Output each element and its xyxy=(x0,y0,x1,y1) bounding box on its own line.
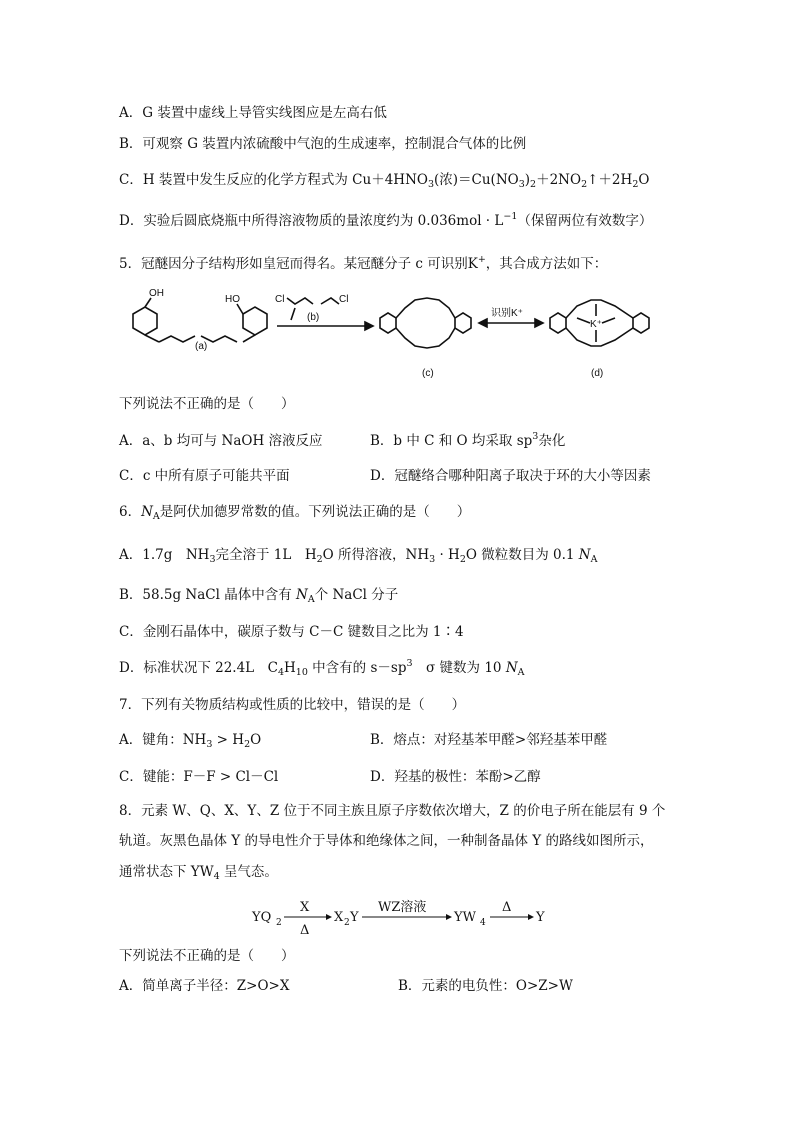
route-x2y-sub: 2 xyxy=(344,918,350,928)
scheme-k-ion: K⁺ xyxy=(590,319,602,330)
scheme-oh: OH xyxy=(149,288,164,299)
q7-option-d: D．羟基的极性：苯酚>乙醇 xyxy=(370,769,541,785)
q5-option-b: B．b 中 C 和 O 均采取 $sp^3$杂化 xyxy=(370,431,566,449)
q7-option-a: A．键角：$NH_3 > H_2O$ xyxy=(119,732,262,750)
scheme-ho: HO xyxy=(225,294,240,305)
route-yq2: YQ xyxy=(252,910,272,925)
route-arrow1-bottom: Δ xyxy=(300,923,310,938)
q8-stem-line-3: 通常状态下 $YW_4$ 呈气态。 xyxy=(119,864,278,882)
route-x2y: X xyxy=(334,910,344,925)
q7-option-b: B．熔点：对羟基苯甲醛>邻羟基苯甲醛 xyxy=(370,732,608,748)
q8-option-b: B．元素的电负性：O>Z>W xyxy=(398,978,573,994)
q7-option-c: C．键能：F－F > Cl－Cl xyxy=(119,769,279,785)
q8-option-a: A．简单离子半径：Z>O>X xyxy=(119,978,290,994)
q5-ask: 下列说法不正确的是（ ） xyxy=(119,396,295,412)
q8-ask: 下列说法不正确的是（ ） xyxy=(119,948,295,964)
route-x2y-end: Y xyxy=(350,910,359,925)
scheme-label-c: (c) xyxy=(422,368,434,379)
q4-option-c: C．H 装置中发生反应的化学方程式为 $Cu+4HNO_3$(浓)$=Cu(NO_3)_2+2NO_2↑+2H_2O$ xyxy=(119,172,650,190)
route-arrow3-top: Δ xyxy=(502,900,512,915)
crown-ether-synthesis-scheme xyxy=(125,286,685,386)
q6-stem: 6．$N_A$是阿伏加德罗常数的值。下列说法正确的是（ ） xyxy=(119,504,471,522)
scheme-label-d: (d) xyxy=(591,368,604,379)
q5-option-d: D．冠醚络合哪种阳离子取决于环的大小等因素 xyxy=(370,468,651,484)
q6-option-b: B．58.5g NaCl 晶体中含有 $N_A$个 NaCl 分子 xyxy=(119,587,399,605)
route-yw4-sub: 4 xyxy=(480,918,486,928)
preparation-route xyxy=(250,896,560,940)
route-yw4: YW xyxy=(454,910,476,925)
route-y: Y xyxy=(536,910,545,925)
q5-option-a: A．a、b 均可与 NaOH 溶液反应 xyxy=(119,433,323,449)
q8-stem-line-2: 轨道。灰黑色晶体 Y 的导电性介于导体和绝缘体之间，一种制备晶体 Y 的路线如图所示， xyxy=(119,833,654,849)
scheme-cl-2: Cl xyxy=(339,294,349,305)
scheme-label-a: (a) xyxy=(195,341,208,352)
q6-option-d: D．标准状况下 22.4L $C_4H_{10}$ 中含有的 $s-sp^3$ σ 键数为 10 $N_A$ xyxy=(119,658,525,678)
scheme-cl-1: Cl xyxy=(275,294,285,305)
q4-option-b: B．可观察 G 装置内浓硫酸中气泡的生成速率，控制混合气体的比例 xyxy=(119,136,527,152)
route-arrow2-top: WZ溶液 xyxy=(378,900,427,915)
route-yq2-sub: 2 xyxy=(276,918,282,928)
scheme-label-b: (b) xyxy=(307,312,320,323)
q7-stem: 7．下列有关物质结构或性质的比较中，错误的是（ ） xyxy=(119,697,466,713)
q4-option-a: A．G 装置中虚线上导管实线图应是左高右低 xyxy=(119,105,387,121)
q8-stem-line-1: 8．元素 W、Q、X、Y、Z 位于不同主族且原子序数依次增大，Z 的价电子所在能层有 9 个 xyxy=(119,803,666,819)
route-arrow1-top: X xyxy=(300,900,310,915)
scheme-recognize-k: 识别K⁺ xyxy=(491,308,523,319)
q5-option-c: C．c 中所有原子可能共平面 xyxy=(119,468,290,484)
q5-stem: 5．冠醚因分子结构形如皇冠而得名。某冠醚分子 c 可识别K+，其合成方法如下： xyxy=(119,254,608,272)
q4-option-d: D．实验后圆底烧瓶中所得溶液物质的量浓度约为 $0.036mol \cdot L^{-1}$（保留两位有效数字） xyxy=(119,211,653,229)
q6-option-c: C．金刚石晶体中，碳原子数与 C－C 键数目之比为 1∶4 xyxy=(119,624,464,640)
q6-option-a: A．1.7g $NH_3$完全溶于 1L $H_2O$ 所得溶液，$NH_3 \cdot H_2O$ 微粒数目为 0.1 $N_A$ xyxy=(119,547,598,565)
